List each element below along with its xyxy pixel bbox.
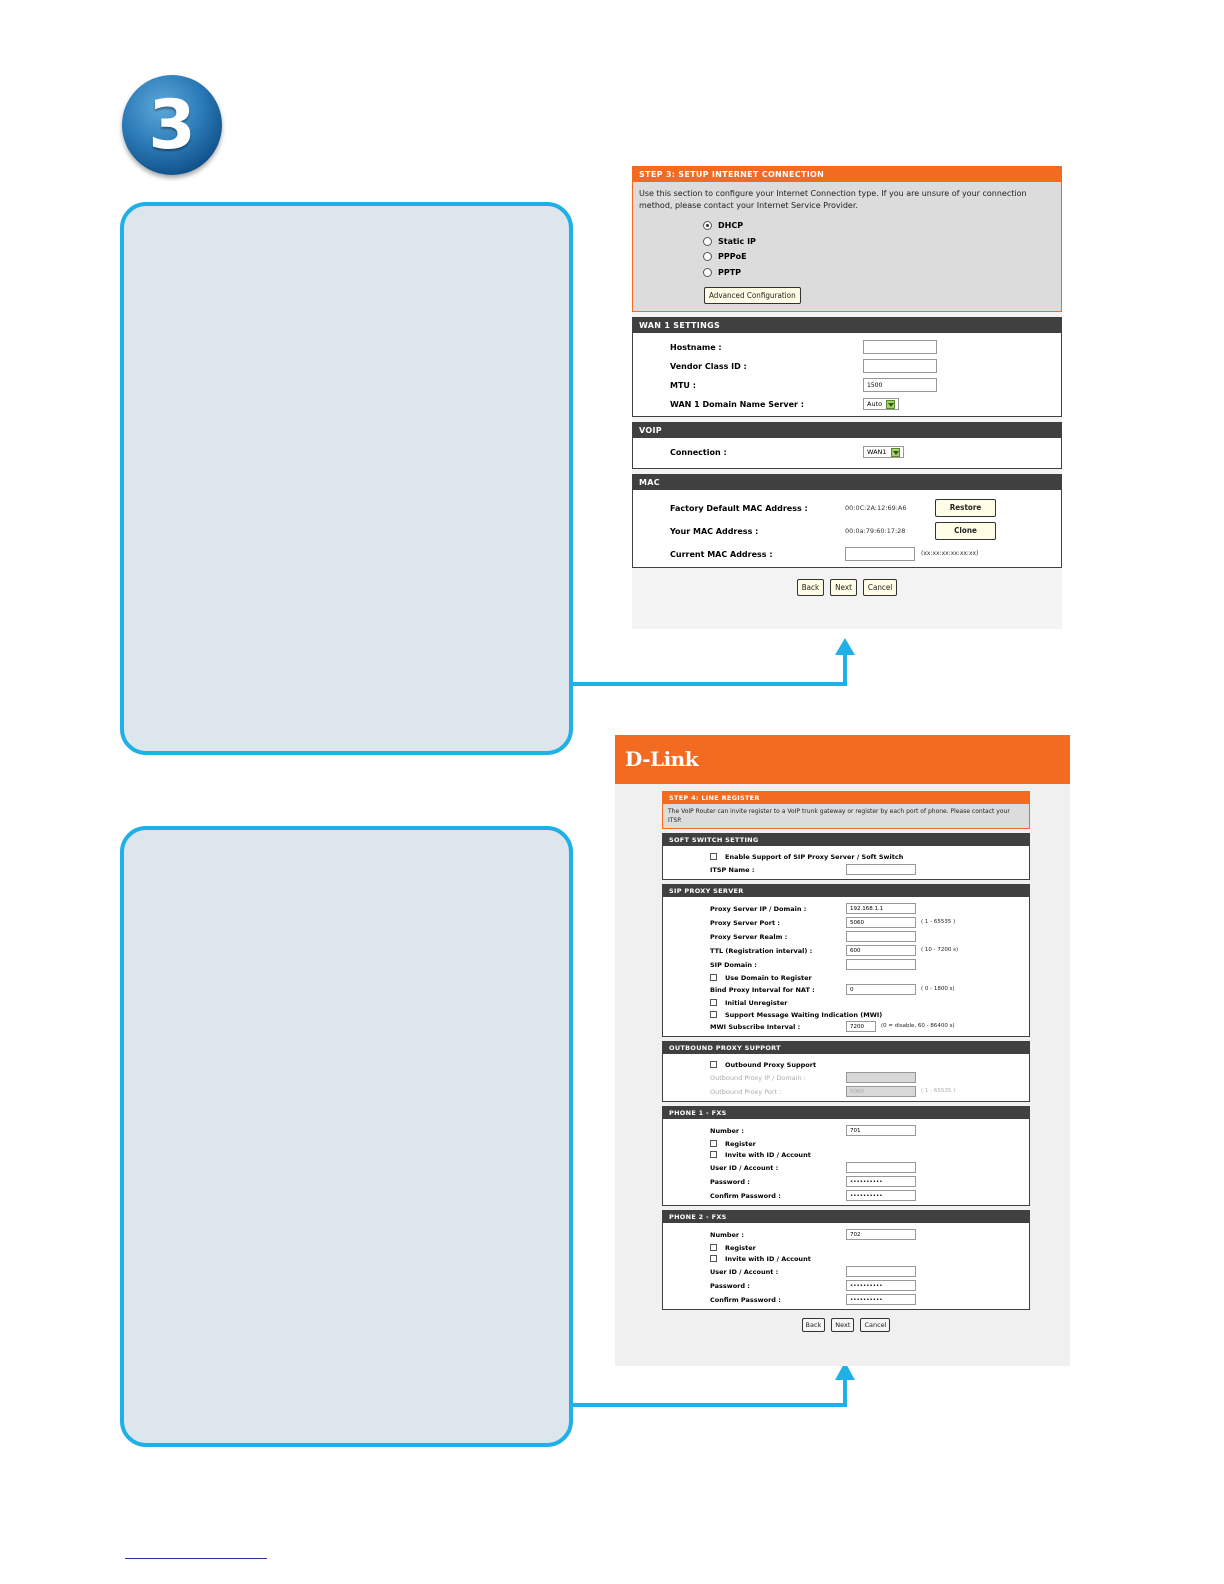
voip-title: VOIP — [633, 423, 1061, 438]
phone1-section — [662, 1106, 1030, 1206]
mwi-interval-label: MWI Subscribe Interval : — [710, 1023, 801, 1031]
phone2-invite-label: Invite with ID / Account — [725, 1255, 811, 1263]
current-mac-input[interactable] — [845, 547, 915, 561]
phone1-confirm-input[interactable]: •••••••••• — [846, 1190, 916, 1201]
mwi-label: Support Message Waiting Indication (MWI) — [725, 1010, 883, 1019]
vendor-class-id-label: Vendor Class ID : — [670, 362, 747, 371]
outbound-port-label: Outbound Proxy Port : — [710, 1087, 782, 1096]
initial-unregister-label: Initial Unregister — [725, 999, 788, 1007]
proxy-realm-input[interactable] — [846, 931, 916, 942]
phone2-confirm-input[interactable]: •••••••••• — [846, 1294, 916, 1305]
mwi-interval-hint: (0 = disable, 60 - 86400 s) — [881, 1023, 955, 1029]
your-mac-label: Your MAC Address : — [670, 527, 759, 536]
phone2-confirm-label: Confirm Password : — [710, 1295, 781, 1304]
phone1-password-input[interactable]: •••••••••• — [846, 1176, 916, 1187]
phone1-invite-label: Invite with ID / Account — [725, 1151, 811, 1159]
radio-pppoe[interactable] — [703, 252, 712, 261]
step3-description: Use this section to configure your Internet Connection type. If you are unsure of your connection method, please contact your Internet Service Provider. — [639, 189, 1027, 210]
mtu-input[interactable]: 1500 — [863, 378, 937, 392]
phone2-register-checkbox[interactable] — [710, 1244, 717, 1251]
step4-nav-buttons — [662, 1314, 1030, 1332]
dns-label: WAN 1 Domain Name Server : — [670, 400, 804, 409]
hostname-input[interactable] — [863, 340, 937, 354]
chevron-down-icon — [886, 400, 895, 409]
step3-nav-buttons — [632, 573, 1062, 596]
restore-button[interactable]: Restore — [935, 499, 996, 517]
phone1-title: PHONE 1 - FXS — [663, 1107, 1029, 1119]
mwi-interval-input[interactable]: 7200 — [846, 1021, 876, 1032]
option-pppoe[interactable] — [633, 249, 1061, 265]
enable-sip-proxy-label: Enable Support of SIP Proxy Server / Soft Switch — [725, 853, 904, 861]
radio-static-ip[interactable] — [703, 237, 712, 246]
your-mac-value: 00:0a:79:60:17:28 — [845, 527, 906, 535]
phone1-password-label: Password : — [710, 1177, 750, 1186]
option-static-ip[interactable] — [633, 234, 1061, 250]
sip-domain-label: SIP Domain : — [710, 960, 757, 969]
callout-box-step4 — [120, 826, 573, 1447]
radio-pptp[interactable] — [703, 268, 712, 277]
ttl-hint: ( 10 - 7200 s) — [921, 946, 959, 953]
phone2-section — [662, 1210, 1030, 1310]
chevron-down-icon — [891, 448, 900, 457]
ttl-input[interactable]: 600 — [846, 945, 916, 956]
wan1-settings-section — [632, 317, 1062, 417]
mac-title: MAC — [633, 475, 1061, 490]
arrow-step4 — [573, 1362, 855, 1405]
soft-switch-section — [662, 833, 1030, 880]
outbound-ip-label: Outbound Proxy IP / Domain : — [710, 1073, 806, 1082]
radio-dhcp[interactable] — [703, 221, 712, 230]
use-domain-checkbox[interactable] — [710, 974, 717, 981]
option-static-ip-label: Static IP — [718, 236, 756, 246]
step3-title: STEP 3: SETUP INTERNET CONNECTION — [633, 167, 1061, 182]
ttl-label: TTL (Registration interval) : — [710, 946, 813, 955]
outbound-proxy-label: Outbound Proxy Support — [725, 1061, 817, 1069]
line-register-section — [662, 791, 1030, 829]
next-button[interactable]: Next — [830, 579, 857, 596]
mtu-label: MTU : — [670, 381, 696, 390]
outbound-port-input[interactable]: 5060 — [846, 1086, 916, 1097]
option-pptp[interactable] — [633, 265, 1061, 281]
phone2-invite-checkbox[interactable] — [710, 1255, 717, 1262]
sip-proxy-title: SIP PROXY SERVER — [663, 885, 1029, 897]
step3-screenshot — [632, 166, 1062, 629]
proxy-ip-input[interactable]: 192.168.1.1 — [846, 903, 916, 914]
option-pppoe-label: PPPoE — [718, 252, 747, 262]
step4-description: The VoIP Router can invite register to a VoIP trunk gateway or register by each port of phone. Please contact your ITSP. — [668, 808, 1010, 824]
voip-connection-select[interactable] — [863, 446, 904, 458]
proxy-realm-label: Proxy Server Realm : — [710, 932, 788, 941]
phone2-register-label: Register — [725, 1243, 756, 1252]
connection-type-options — [633, 216, 1061, 311]
current-mac-hint: (xx:xx:xx:xx:xx:xx) — [921, 550, 979, 557]
proxy-port-hint: ( 1 - 65535 ) — [921, 918, 956, 925]
bind-proxy-label: Bind Proxy Interval for NAT : — [710, 986, 815, 994]
hostname-label: Hostname : — [670, 343, 722, 352]
step-number: 3 — [148, 85, 196, 165]
step4-title: STEP 4: LINE REGISTER — [663, 792, 1029, 804]
itsp-name-label: ITSP Name : — [710, 865, 755, 874]
enable-sip-proxy-checkbox[interactable] — [710, 853, 717, 860]
initial-unregister-checkbox[interactable] — [710, 999, 717, 1006]
proxy-port-label: Proxy Server Port : — [710, 918, 780, 927]
dns-select[interactable] — [863, 398, 899, 410]
outbound-ip-input[interactable] — [846, 1072, 916, 1083]
phone2-user-input[interactable] — [846, 1266, 916, 1277]
arrow-step3 — [573, 638, 855, 684]
option-dhcp-label: DHCP — [718, 221, 744, 231]
clone-button[interactable]: Clone — [935, 522, 996, 540]
advanced-configuration-button[interactable]: Advanced Configuration — [704, 287, 801, 304]
phone2-user-label: User ID / Account : — [710, 1267, 779, 1276]
outbound-proxy-section — [662, 1041, 1030, 1102]
phone1-register-checkbox[interactable] — [710, 1140, 717, 1147]
step4-screenshot — [615, 735, 1070, 1366]
phone2-number-input[interactable]: 702 — [846, 1229, 916, 1240]
phone1-user-input[interactable] — [846, 1162, 916, 1173]
mwi-checkbox[interactable] — [710, 1011, 717, 1018]
phone1-confirm-label: Confirm Password : — [710, 1191, 781, 1200]
bind-proxy-hint: ( 0 - 1800 s) — [921, 986, 955, 992]
use-domain-label: Use Domain to Register — [725, 973, 812, 982]
wan1-settings-title: WAN 1 SETTINGS — [633, 318, 1061, 333]
mac-section — [632, 474, 1062, 568]
phone2-title: PHONE 2 - FXS — [663, 1211, 1029, 1223]
factory-mac-value: 00:0C:2A:12:69:A6 — [845, 504, 907, 512]
voip-section — [632, 422, 1062, 469]
vendor-class-id-input[interactable] — [863, 359, 937, 373]
bind-proxy-input[interactable]: 0 — [846, 984, 916, 995]
outbound-port-hint: ( 1 - 65535 ) — [921, 1087, 956, 1094]
outbound-proxy-checkbox[interactable] — [710, 1061, 717, 1068]
option-pptp-label: PPTP — [718, 267, 742, 277]
sip-domain-input[interactable] — [846, 959, 916, 970]
itsp-name-input[interactable] — [846, 864, 916, 875]
sip-proxy-section — [662, 884, 1030, 1038]
footer-rule — [125, 1558, 267, 1559]
option-dhcp[interactable] — [633, 218, 1061, 234]
next-button[interactable]: Next — [831, 1318, 854, 1332]
proxy-port-input[interactable]: 5060 — [846, 917, 916, 928]
back-button[interactable]: Back — [802, 1318, 826, 1332]
voip-connection-value: WAN1 — [867, 448, 887, 456]
dlink-header — [615, 735, 1070, 784]
dlink-logo: D-Link — [625, 747, 699, 771]
phone2-number-label: Number : — [710, 1230, 744, 1239]
cancel-button[interactable]: Cancel — [863, 579, 897, 596]
phone2-password-label: Password : — [710, 1281, 750, 1290]
current-mac-label: Current MAC Address : — [670, 550, 773, 559]
phone1-user-label: User ID / Account : — [710, 1163, 779, 1172]
internet-connection-section — [632, 166, 1062, 312]
back-button[interactable]: Back — [797, 579, 824, 596]
phone1-invite-checkbox[interactable] — [710, 1151, 717, 1158]
voip-connection-label: Connection : — [670, 448, 727, 457]
phone2-password-input[interactable]: •••••••••• — [846, 1280, 916, 1291]
dns-select-value: Auto — [867, 400, 883, 408]
callout-box-step3 — [120, 202, 573, 755]
factory-mac-label: Factory Default MAC Address : — [670, 504, 808, 513]
phone1-register-label: Register — [725, 1139, 756, 1148]
proxy-ip-label: Proxy Server IP / Domain : — [710, 904, 807, 913]
step-number-badge — [122, 75, 222, 175]
phone1-number-input[interactable]: 701 — [846, 1125, 916, 1136]
soft-switch-title: SOFT SWITCH SETTING — [663, 834, 1029, 846]
cancel-button[interactable]: Cancel — [860, 1318, 890, 1332]
phone1-number-label: Number : — [710, 1126, 744, 1135]
outbound-proxy-title: OUTBOUND PROXY SUPPORT — [663, 1042, 1029, 1054]
